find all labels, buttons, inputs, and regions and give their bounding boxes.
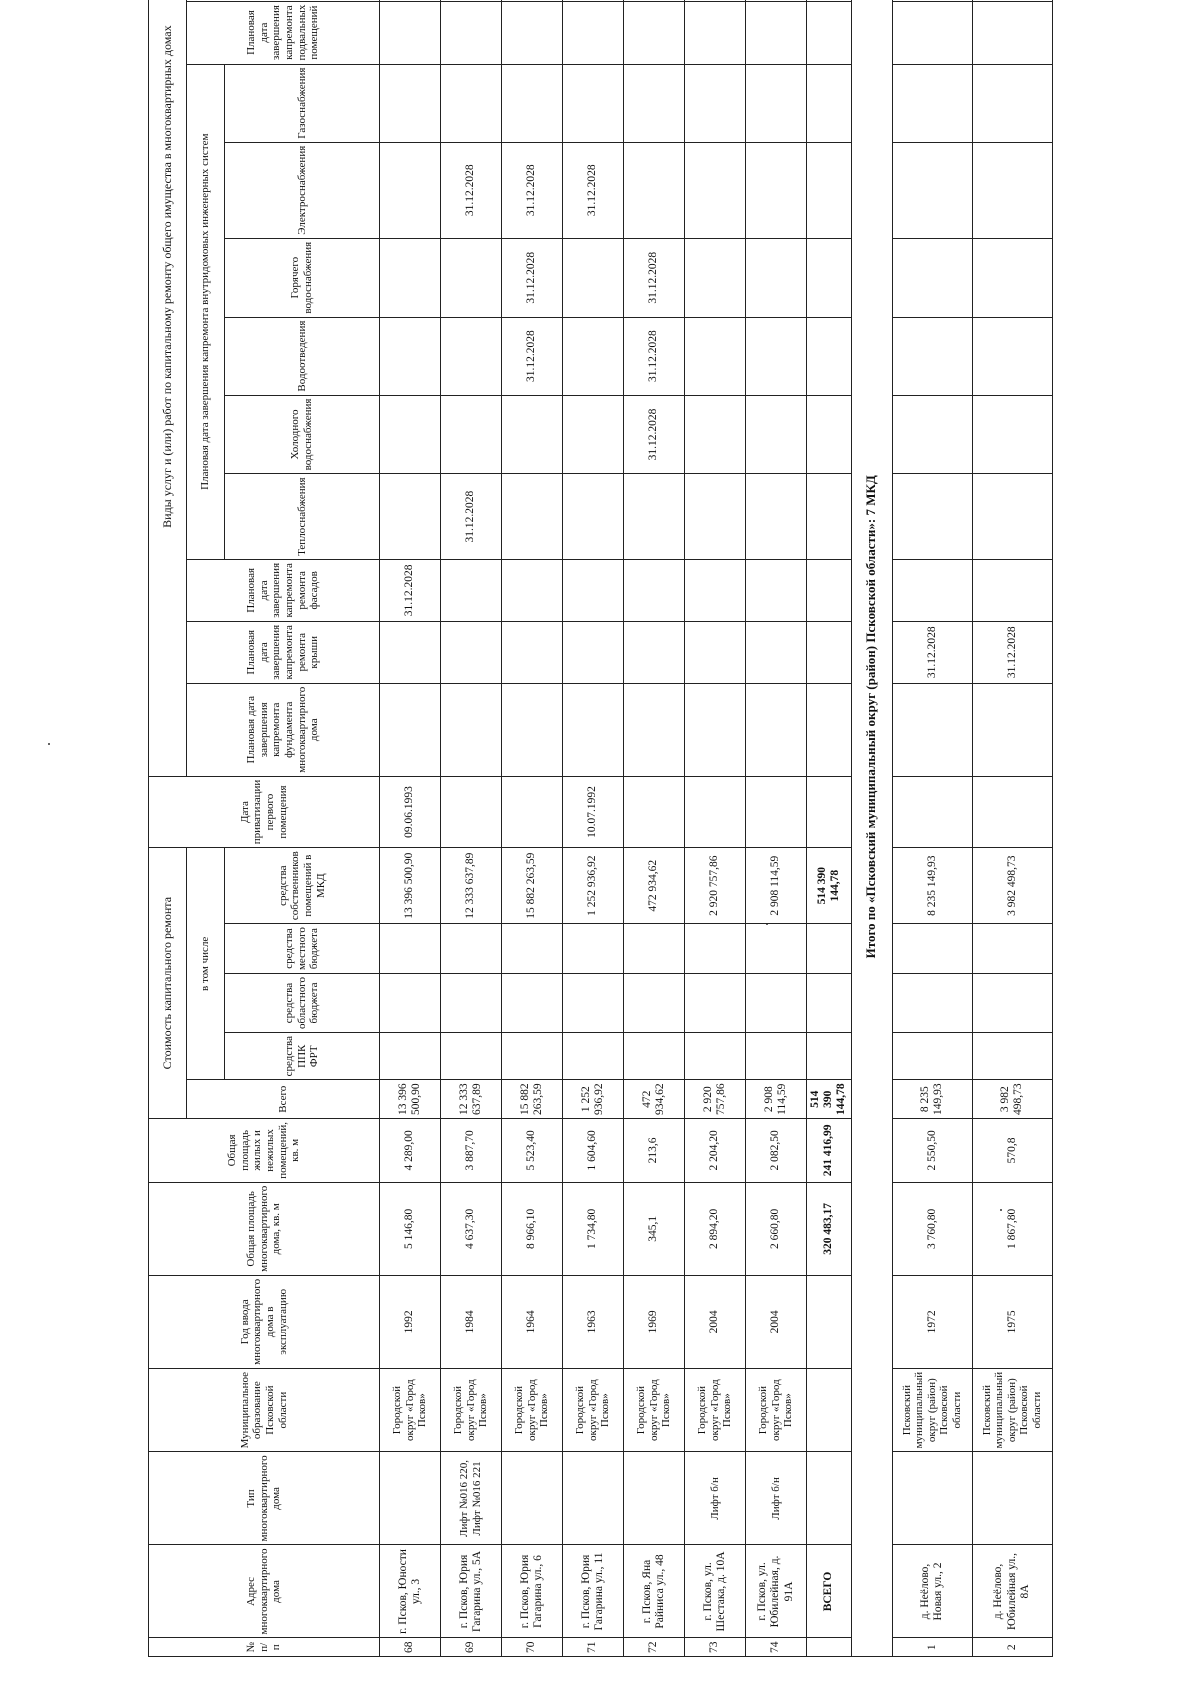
header-facade: Плановая дата завершения капремонта ремонта фасадов: [187, 559, 380, 621]
cell-address: г. Псков, Юрия Гагарина ул., 6: [502, 1545, 563, 1638]
cell-num: [807, 1638, 852, 1657]
cell-municipality: Городской округ «Город Псков»: [624, 1368, 685, 1452]
cell-hot-water: [972, 238, 1052, 317]
cell-foundation: [685, 683, 746, 776]
cell-type: [972, 1452, 1052, 1545]
cell-address: г. Псков, Юрия Гагарина ул., 5А: [441, 1545, 502, 1638]
cell-year: 1964: [502, 1275, 563, 1368]
cell-cost-fund: [441, 1033, 502, 1080]
header-basement: Плановая дата завершения капремонта подвальных помещений: [187, 1, 380, 64]
cell-municipality: [807, 1368, 852, 1452]
cell-cost-fund: [563, 1033, 624, 1080]
cell-heat: [972, 474, 1052, 559]
header-privatization: Дата приватизации первого помещения: [149, 776, 380, 848]
header-roof: Плановая дата завершения капремонта ремонта крыши: [187, 621, 380, 683]
cell-cost-regional: [441, 974, 502, 1033]
cell-electric: [685, 142, 746, 238]
cell-hot-water: [892, 238, 972, 317]
cell-cold-water: [807, 395, 852, 474]
cell-elevator: [624, 0, 685, 1]
cell-cost-regional: [892, 974, 972, 1033]
cell-cost-regional: [563, 974, 624, 1033]
total-cost-total: 514 390 144,78: [807, 1080, 852, 1119]
cell-cost-total: 2 908 114,59: [746, 1080, 807, 1119]
cell-type: Лифт б/н: [685, 1452, 746, 1545]
cell-cost-fund: [746, 1033, 807, 1080]
cell-basement: [563, 1, 624, 64]
cell-elevator: [685, 0, 746, 1]
cell-year: 1992: [380, 1275, 441, 1368]
cell-elevator: [441, 0, 502, 1]
header-cost-group: Стоимость капитального ремонта: [149, 848, 187, 1119]
cell-elevator: [563, 0, 624, 1]
cell-electric: 31.12.2028: [441, 142, 502, 238]
cell-electric: [972, 142, 1052, 238]
cell-facade: [441, 559, 502, 621]
header-systems-group: Плановая дата завершения капремонта внутридомовых инженерных систем: [187, 64, 225, 559]
cell-basement: [685, 1, 746, 64]
cell-type: [502, 1452, 563, 1545]
cell-cold-water: [892, 395, 972, 474]
cell-basement: [624, 1, 685, 64]
cell-year: 1975: [972, 1275, 1052, 1368]
header-gas: Газоснабжения: [225, 64, 380, 142]
cell-heat: [807, 474, 852, 559]
cell-foundation: [563, 683, 624, 776]
cell-privatization: [441, 776, 502, 848]
table-row: [502, 0, 563, 1657]
cell-cost-fund: [624, 1033, 685, 1080]
cell-cost-regional: [685, 974, 746, 1033]
cell-basement: [892, 1, 972, 64]
header-hot-water: Горячего водоснабжения: [225, 238, 380, 317]
cell-hot-water: [380, 238, 441, 317]
cell-cost-total: 3 982 498,73: [972, 1080, 1052, 1119]
cell-cost-fund: [892, 1033, 972, 1080]
cell-cost-total: 15 882 263,59: [502, 1080, 563, 1119]
header-heat: Теплоснабжения: [225, 474, 380, 559]
cell-cold-water: [746, 395, 807, 474]
cell-heat: [563, 474, 624, 559]
cell-municipality: Городской округ «Город Псков»: [441, 1368, 502, 1452]
cell-hot-water: 31.12.2028: [502, 238, 563, 317]
cell-area-premises: 4 289,00: [380, 1119, 441, 1183]
cell-cost-regional: [746, 974, 807, 1033]
cell-facade: [563, 559, 624, 621]
cell-drainage: [685, 317, 746, 395]
cell-roof: [746, 621, 807, 683]
cell-cost-owners: 2 908 114,59: [746, 848, 807, 924]
cell-heat: [380, 474, 441, 559]
cell-area-total: 3 760,80: [892, 1182, 972, 1275]
table-row: [746, 0, 807, 1657]
cell-cold-water: [563, 395, 624, 474]
cell-electric: [892, 142, 972, 238]
group-title: Итого по «Псковский муниципальный округ (район) Псковской области»: 7 МКД: [851, 0, 892, 1657]
cell-gas: [685, 64, 746, 142]
cell-basement: [380, 1, 441, 64]
header-municipality: Муниципальное образование Псковской области: [149, 1368, 380, 1452]
table-row: [563, 0, 624, 1657]
cell-cost-total: 472 934,62: [624, 1080, 685, 1119]
cell-cost-total: 1 252 936,92: [563, 1080, 624, 1119]
cell-roof: [380, 621, 441, 683]
header-cost-incl: в том числе: [187, 848, 225, 1080]
cell-elevator: [892, 0, 972, 1]
cell-num: 1: [892, 1638, 972, 1657]
cell-area-total: 4 637,30: [441, 1182, 502, 1275]
cell-area-total: 5 146,80: [380, 1182, 441, 1275]
cell-year: 1984: [441, 1275, 502, 1368]
cell-num: 69: [441, 1638, 502, 1657]
cell-gas: [746, 64, 807, 142]
cell-foundation: [502, 683, 563, 776]
cell-address: г. Псков, Яна Райниса ул., 48: [624, 1545, 685, 1638]
cell-area-premises: 2 550,50: [892, 1119, 972, 1183]
cell-cold-water: [972, 395, 1052, 474]
cell-roof: 31.12.2028: [892, 621, 972, 683]
cell-cost-regional: [502, 974, 563, 1033]
table-row: [685, 0, 746, 1657]
cell-facade: [685, 559, 746, 621]
cell-gas: [892, 64, 972, 142]
group-heading-row: [851, 0, 892, 1657]
cell-address: г. Псков, ул. Юбилейная, д. 91А: [746, 1545, 807, 1638]
cell-municipality: Псковский муниципальный округ (район) Псковской области: [972, 1368, 1052, 1452]
header-cost-owners: средства собственников помещений в МКД: [225, 848, 380, 924]
cell-cost-local: [441, 924, 502, 974]
cell-cost-fund: [972, 1033, 1052, 1080]
cell-cold-water: [685, 395, 746, 474]
total-row: [807, 0, 852, 1657]
cell-type: [380, 1452, 441, 1545]
cell-hot-water: [685, 238, 746, 317]
cell-foundation: [892, 683, 972, 776]
cell-address: г. Псков, Юности ул., 3: [380, 1545, 441, 1638]
table-row: [380, 0, 441, 1657]
header-num: № п/п: [149, 1638, 380, 1657]
cell-heat: [502, 474, 563, 559]
cell-foundation: [441, 683, 502, 776]
cell-drainage: [380, 317, 441, 395]
cell-gas: [380, 64, 441, 142]
cell-elevator: [380, 0, 441, 1]
cell-address: д. Неёлово, Юбилейная ул., 8А: [972, 1545, 1052, 1638]
cell-type: [807, 1452, 852, 1545]
header-cost-fund: средства ППК ФРТ: [225, 1033, 380, 1080]
cell-cost-local: [563, 924, 624, 974]
cell-privatization: [624, 776, 685, 848]
cell-drainage: [563, 317, 624, 395]
cell-year: 1963: [563, 1275, 624, 1368]
header-area-premises: Общая площадь жилых и нежилых помещений, кв. м: [149, 1119, 380, 1183]
cell-privatization: [972, 776, 1052, 848]
cell-cost-regional: [807, 974, 852, 1033]
cell-area-premises: 2 204,20: [685, 1119, 746, 1183]
header-drainage: Водоотведения: [225, 317, 380, 395]
cell-cost-owners: 2 920 757,86: [685, 848, 746, 924]
cell-cost-local: [807, 924, 852, 974]
cell-foundation: [807, 683, 852, 776]
cell-cost-total: 12 333 637,89: [441, 1080, 502, 1119]
table-row: [624, 0, 685, 1657]
header-cost-regional: средства областного бюджета: [225, 974, 380, 1033]
cell-cost-regional: [380, 974, 441, 1033]
cell-area-total: 8 966,10: [502, 1182, 563, 1275]
cell-privatization: [685, 776, 746, 848]
cell-gas: [624, 64, 685, 142]
cell-cost-local: [502, 924, 563, 974]
cell-heat: [624, 474, 685, 559]
cell-basement: [807, 1, 852, 64]
cell-foundation: [380, 683, 441, 776]
cell-num: 72: [624, 1638, 685, 1657]
total-area-total: 320 483,17: [807, 1182, 852, 1275]
cell-cost-owners: 472 934,62: [624, 848, 685, 924]
cell-drainage: [746, 317, 807, 395]
cell-area-premises: 5 523,40: [502, 1119, 563, 1183]
cell-privatization: [892, 776, 972, 848]
cell-cost-fund: [685, 1033, 746, 1080]
header-row-1: [149, 0, 187, 1657]
header-cost-local: средства местного бюджета: [225, 924, 380, 974]
cell-cost-owners: 3 982 498,73: [972, 848, 1052, 924]
cell-privatization: [746, 776, 807, 848]
cell-roof: [441, 621, 502, 683]
cell-electric: [746, 142, 807, 238]
cell-drainage: [972, 317, 1052, 395]
cell-drainage: [807, 317, 852, 395]
header-area-total: Общая площадь многоквартирного дома, кв. м: [149, 1182, 380, 1275]
cell-drainage: 31.12.2028: [624, 317, 685, 395]
cell-heat: [685, 474, 746, 559]
cell-cold-water: [441, 395, 502, 474]
header-cost-total: Всего: [187, 1080, 380, 1119]
cell-drainage: 31.12.2028: [502, 317, 563, 395]
cell-cost-fund: [807, 1033, 852, 1080]
cell-roof: [502, 621, 563, 683]
cell-address: г. Псков, Юрия Гагарина ул., 11: [563, 1545, 624, 1638]
cell-cost-total: 13 396 500,90: [380, 1080, 441, 1119]
cell-municipality: Городской округ «Город Псков»: [502, 1368, 563, 1452]
cell-year: [807, 1275, 852, 1368]
cell-cold-water: 31.12.2028: [624, 395, 685, 474]
cell-type: [624, 1452, 685, 1545]
cell-municipality: Городской округ «Город Псков»: [380, 1368, 441, 1452]
total-label: ВСЕГО: [807, 1545, 852, 1638]
cell-cost-total: 8 235 149,93: [892, 1080, 972, 1119]
cell-area-premises: 1 604,60: [563, 1119, 624, 1183]
cell-cost-local: [685, 924, 746, 974]
cell-cost-local: [892, 924, 972, 974]
cell-area-premises: 213,6: [624, 1119, 685, 1183]
cell-electric: [380, 142, 441, 238]
total-cost-owners: 514 390 144,78: [807, 848, 852, 924]
cell-address: д. Неёлово, Новая ул., 2: [892, 1545, 972, 1638]
cell-cost-fund: [502, 1033, 563, 1080]
cell-elevator: [746, 0, 807, 1]
cell-year: 1972: [892, 1275, 972, 1368]
cell-heat: 31.12.2028: [441, 474, 502, 559]
cell-num: 2: [972, 1638, 1052, 1657]
scan-speck: [48, 743, 50, 745]
cell-facade: [624, 559, 685, 621]
cell-num: 68: [380, 1638, 441, 1657]
cell-basement: [441, 1, 502, 64]
cell-municipality: Городской округ «Город Псков»: [746, 1368, 807, 1452]
cell-gas: [563, 64, 624, 142]
cell-foundation: [972, 683, 1052, 776]
cell-gas: [807, 64, 852, 142]
cell-area-premises: 570,8: [972, 1119, 1052, 1183]
cell-hot-water: 31.12.2028: [624, 238, 685, 317]
cell-hot-water: [563, 238, 624, 317]
cell-cost-local: [746, 924, 807, 974]
header-address: Адрес многоквартирного дома: [149, 1545, 380, 1638]
cell-facade: 31.12.2028: [380, 559, 441, 621]
cell-year: 2004: [685, 1275, 746, 1368]
register-sheet: [148, 0, 1053, 1657]
cell-privatization: 09.06.1993: [380, 776, 441, 848]
cell-facade: [972, 559, 1052, 621]
cell-foundation: [624, 683, 685, 776]
cell-gas: [972, 64, 1052, 142]
cell-roof: [563, 621, 624, 683]
table-row: [441, 0, 502, 1657]
cell-electric: 31.12.2028: [502, 142, 563, 238]
cell-privatization: [807, 776, 852, 848]
cell-privatization: [502, 776, 563, 848]
cell-cold-water: [380, 395, 441, 474]
cell-facade: [807, 559, 852, 621]
cell-roof: [685, 621, 746, 683]
cell-area-total: 2 660,80: [746, 1182, 807, 1275]
cell-municipality: Городской округ «Город Псков»: [685, 1368, 746, 1452]
cell-area-total: 345,1: [624, 1182, 685, 1275]
header-electric: Электроснабжения: [225, 142, 380, 238]
cell-year: 2004: [746, 1275, 807, 1368]
cell-num: 70: [502, 1638, 563, 1657]
cell-electric: 31.12.2028: [563, 142, 624, 238]
cell-type: Лифт №016 220, Лифт №016 221: [441, 1452, 502, 1545]
cell-heat: [892, 474, 972, 559]
cell-drainage: [892, 317, 972, 395]
cell-heat: [746, 474, 807, 559]
cell-facade: [502, 559, 563, 621]
cell-electric: [624, 142, 685, 238]
header-foundation: Плановая дата завершения капремонта фундамента многоквартирного дома: [187, 683, 380, 776]
cell-num: 73: [685, 1638, 746, 1657]
cell-area-premises: 3 887,70: [441, 1119, 502, 1183]
header-works-group: Виды услуг и (или) работ по капитальному ремонту общего имущества в многоквартирных домах: [149, 0, 187, 776]
cell-cost-owners: 12 333 637,89: [441, 848, 502, 924]
cell-cost-owners: 13 396 500,90: [380, 848, 441, 924]
cell-foundation: [746, 683, 807, 776]
cell-area-total: 1 867,80: [972, 1182, 1052, 1275]
cell-hot-water: [807, 238, 852, 317]
cell-drainage: [441, 317, 502, 395]
cell-cost-owners: 8 235 149,93: [892, 848, 972, 924]
cell-address: г. Псков, ул. Шестака, д. 10А: [685, 1545, 746, 1638]
cell-elevator: [807, 0, 852, 1]
table-row: [892, 0, 972, 1657]
cell-municipality: Псковский муниципальный округ (район) Псковской области: [892, 1368, 972, 1452]
cell-type: Лифт б/н: [746, 1452, 807, 1545]
cell-cost-owners: 1 252 936,92: [563, 848, 624, 924]
cell-gas: [502, 64, 563, 142]
total-area-premises: 241 416,99: [807, 1119, 852, 1183]
cell-cost-regional: [972, 974, 1052, 1033]
cell-cost-owners: 15 882 263,59: [502, 848, 563, 924]
cell-roof: 31.12.2028: [972, 621, 1052, 683]
cell-facade: [746, 559, 807, 621]
header-elevator: [187, 0, 380, 1]
cell-year: 1969: [624, 1275, 685, 1368]
cell-elevator: [502, 0, 563, 1]
cell-basement: [972, 1, 1052, 64]
cell-num: 71: [563, 1638, 624, 1657]
cell-basement: [502, 1, 563, 64]
header-type: Тип многоквартирного дома: [149, 1452, 380, 1545]
cell-area-total: 1 734,80: [563, 1182, 624, 1275]
cell-basement: [746, 1, 807, 64]
cell-area-premises: 2 082,50: [746, 1119, 807, 1183]
cell-roof: [624, 621, 685, 683]
cell-elevator: [972, 0, 1052, 1]
cell-area-total: 2 894,20: [685, 1182, 746, 1275]
cell-type: [563, 1452, 624, 1545]
cell-cost-regional: [624, 974, 685, 1033]
cell-cost-local: [624, 924, 685, 974]
cell-cold-water: [502, 395, 563, 474]
cell-electric: [807, 142, 852, 238]
header-year-commission: Год ввода многоквартирного дома в эксплуатацию: [149, 1275, 380, 1368]
cell-municipality: Городской округ «Город Псков»: [563, 1368, 624, 1452]
table-row: [972, 0, 1052, 1657]
cell-hot-water: [746, 238, 807, 317]
cell-privatization: 10.07.1992: [563, 776, 624, 848]
cell-roof: [807, 621, 852, 683]
cell-facade: [892, 559, 972, 621]
header-cold-water: Холодного водоснабжения: [225, 395, 380, 474]
cell-cost-total: 2 920 757,86: [685, 1080, 746, 1119]
cell-cost-local: [972, 924, 1052, 974]
capital-repair-table: [148, 0, 1053, 1657]
cell-cost-local: [380, 924, 441, 974]
cell-cost-fund: [380, 1033, 441, 1080]
cell-gas: [441, 64, 502, 142]
cell-hot-water: [441, 238, 502, 317]
cell-type: [892, 1452, 972, 1545]
cell-num: 74: [746, 1638, 807, 1657]
